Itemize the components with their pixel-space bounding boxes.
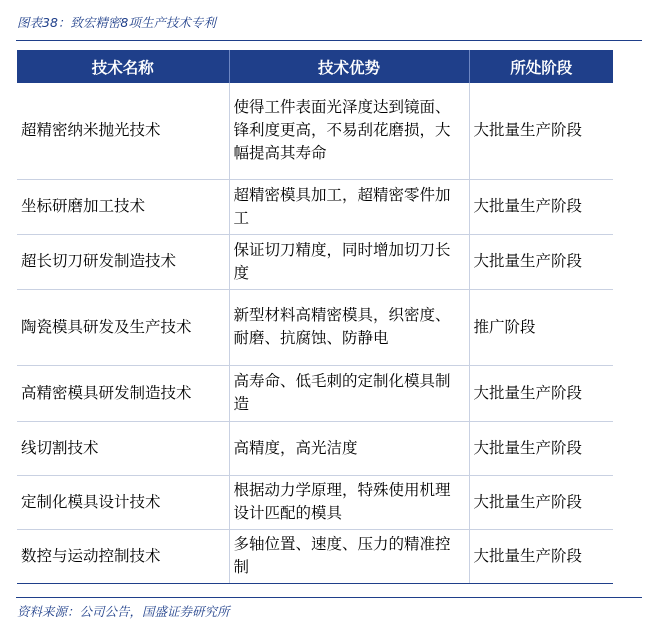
tech-name-cell: 超精密纳米抛光技术 — [17, 83, 229, 179]
figure-caption: 图表38：致宏精密8项生产技术专利 — [17, 15, 216, 30]
stage-cell: 大批量生产阶段 — [469, 529, 613, 583]
tech-advantage-cell: 多轴位置、速度、压力的精准控制 — [229, 529, 469, 583]
tech-name-cell: 陶瓷模具研发及生产技术 — [17, 289, 229, 365]
tech-name-cell: 高精密模具研发制造技术 — [17, 365, 229, 421]
stage-cell: 大批量生产阶段 — [469, 179, 613, 234]
bottom-divider — [16, 597, 642, 598]
tech-advantage-cell: 使得工件表面光泽度达到镜面、锋利度更高，不易刮花磨损，大幅提高其寿命 — [229, 83, 469, 179]
stage-cell: 推广阶段 — [469, 289, 613, 365]
tech-advantage-cell: 新型材料高精密模具，织密度、耐磨、抗腐蚀、防静电 — [229, 289, 469, 365]
stage-cell: 大批量生产阶段 — [469, 421, 613, 475]
top-divider — [16, 40, 642, 41]
table-row — [17, 234, 613, 289]
table-row — [17, 421, 613, 475]
tech-advantage-cell: 高寿命、低毛刺的定制化模具制造 — [229, 365, 469, 421]
table-header-row — [17, 50, 613, 83]
table-row — [17, 83, 613, 179]
stage-cell: 大批量生产阶段 — [469, 234, 613, 289]
table-row — [17, 365, 613, 421]
tech-advantage-cell: 保证切刀精度，同时增加切刀长度 — [229, 234, 469, 289]
table-row — [17, 475, 613, 529]
tech-name-cell: 线切割技术 — [17, 421, 229, 475]
tech-advantage-cell: 根据动力学原理，特殊使用机理设计匹配的模具 — [229, 475, 469, 529]
patent-table — [17, 50, 613, 584]
tech-advantage-cell: 高精度，高光洁度 — [229, 421, 469, 475]
tech-advantage-cell: 超精密模具加工，超精密零件加工 — [229, 179, 469, 234]
stage-cell: 大批量生产阶段 — [469, 475, 613, 529]
header-tech-name: 技术名称 — [17, 50, 229, 83]
tech-name-cell: 坐标研磨加工技术 — [17, 179, 229, 234]
tech-name-cell: 超长切刀研发制造技术 — [17, 234, 229, 289]
table-row — [17, 179, 613, 234]
tech-name-cell: 定制化模具设计技术 — [17, 475, 229, 529]
stage-cell: 大批量生产阶段 — [469, 83, 613, 179]
table-row — [17, 529, 613, 583]
stage-cell: 大批量生产阶段 — [469, 365, 613, 421]
tech-name-cell: 数控与运动控制技术 — [17, 529, 229, 583]
header-tech-advantage: 技术优势 — [229, 50, 469, 83]
header-stage: 所处阶段 — [469, 50, 613, 83]
table-row — [17, 289, 613, 365]
source-note: 资料来源：公司公告，国盛证券研究所 — [17, 604, 230, 619]
